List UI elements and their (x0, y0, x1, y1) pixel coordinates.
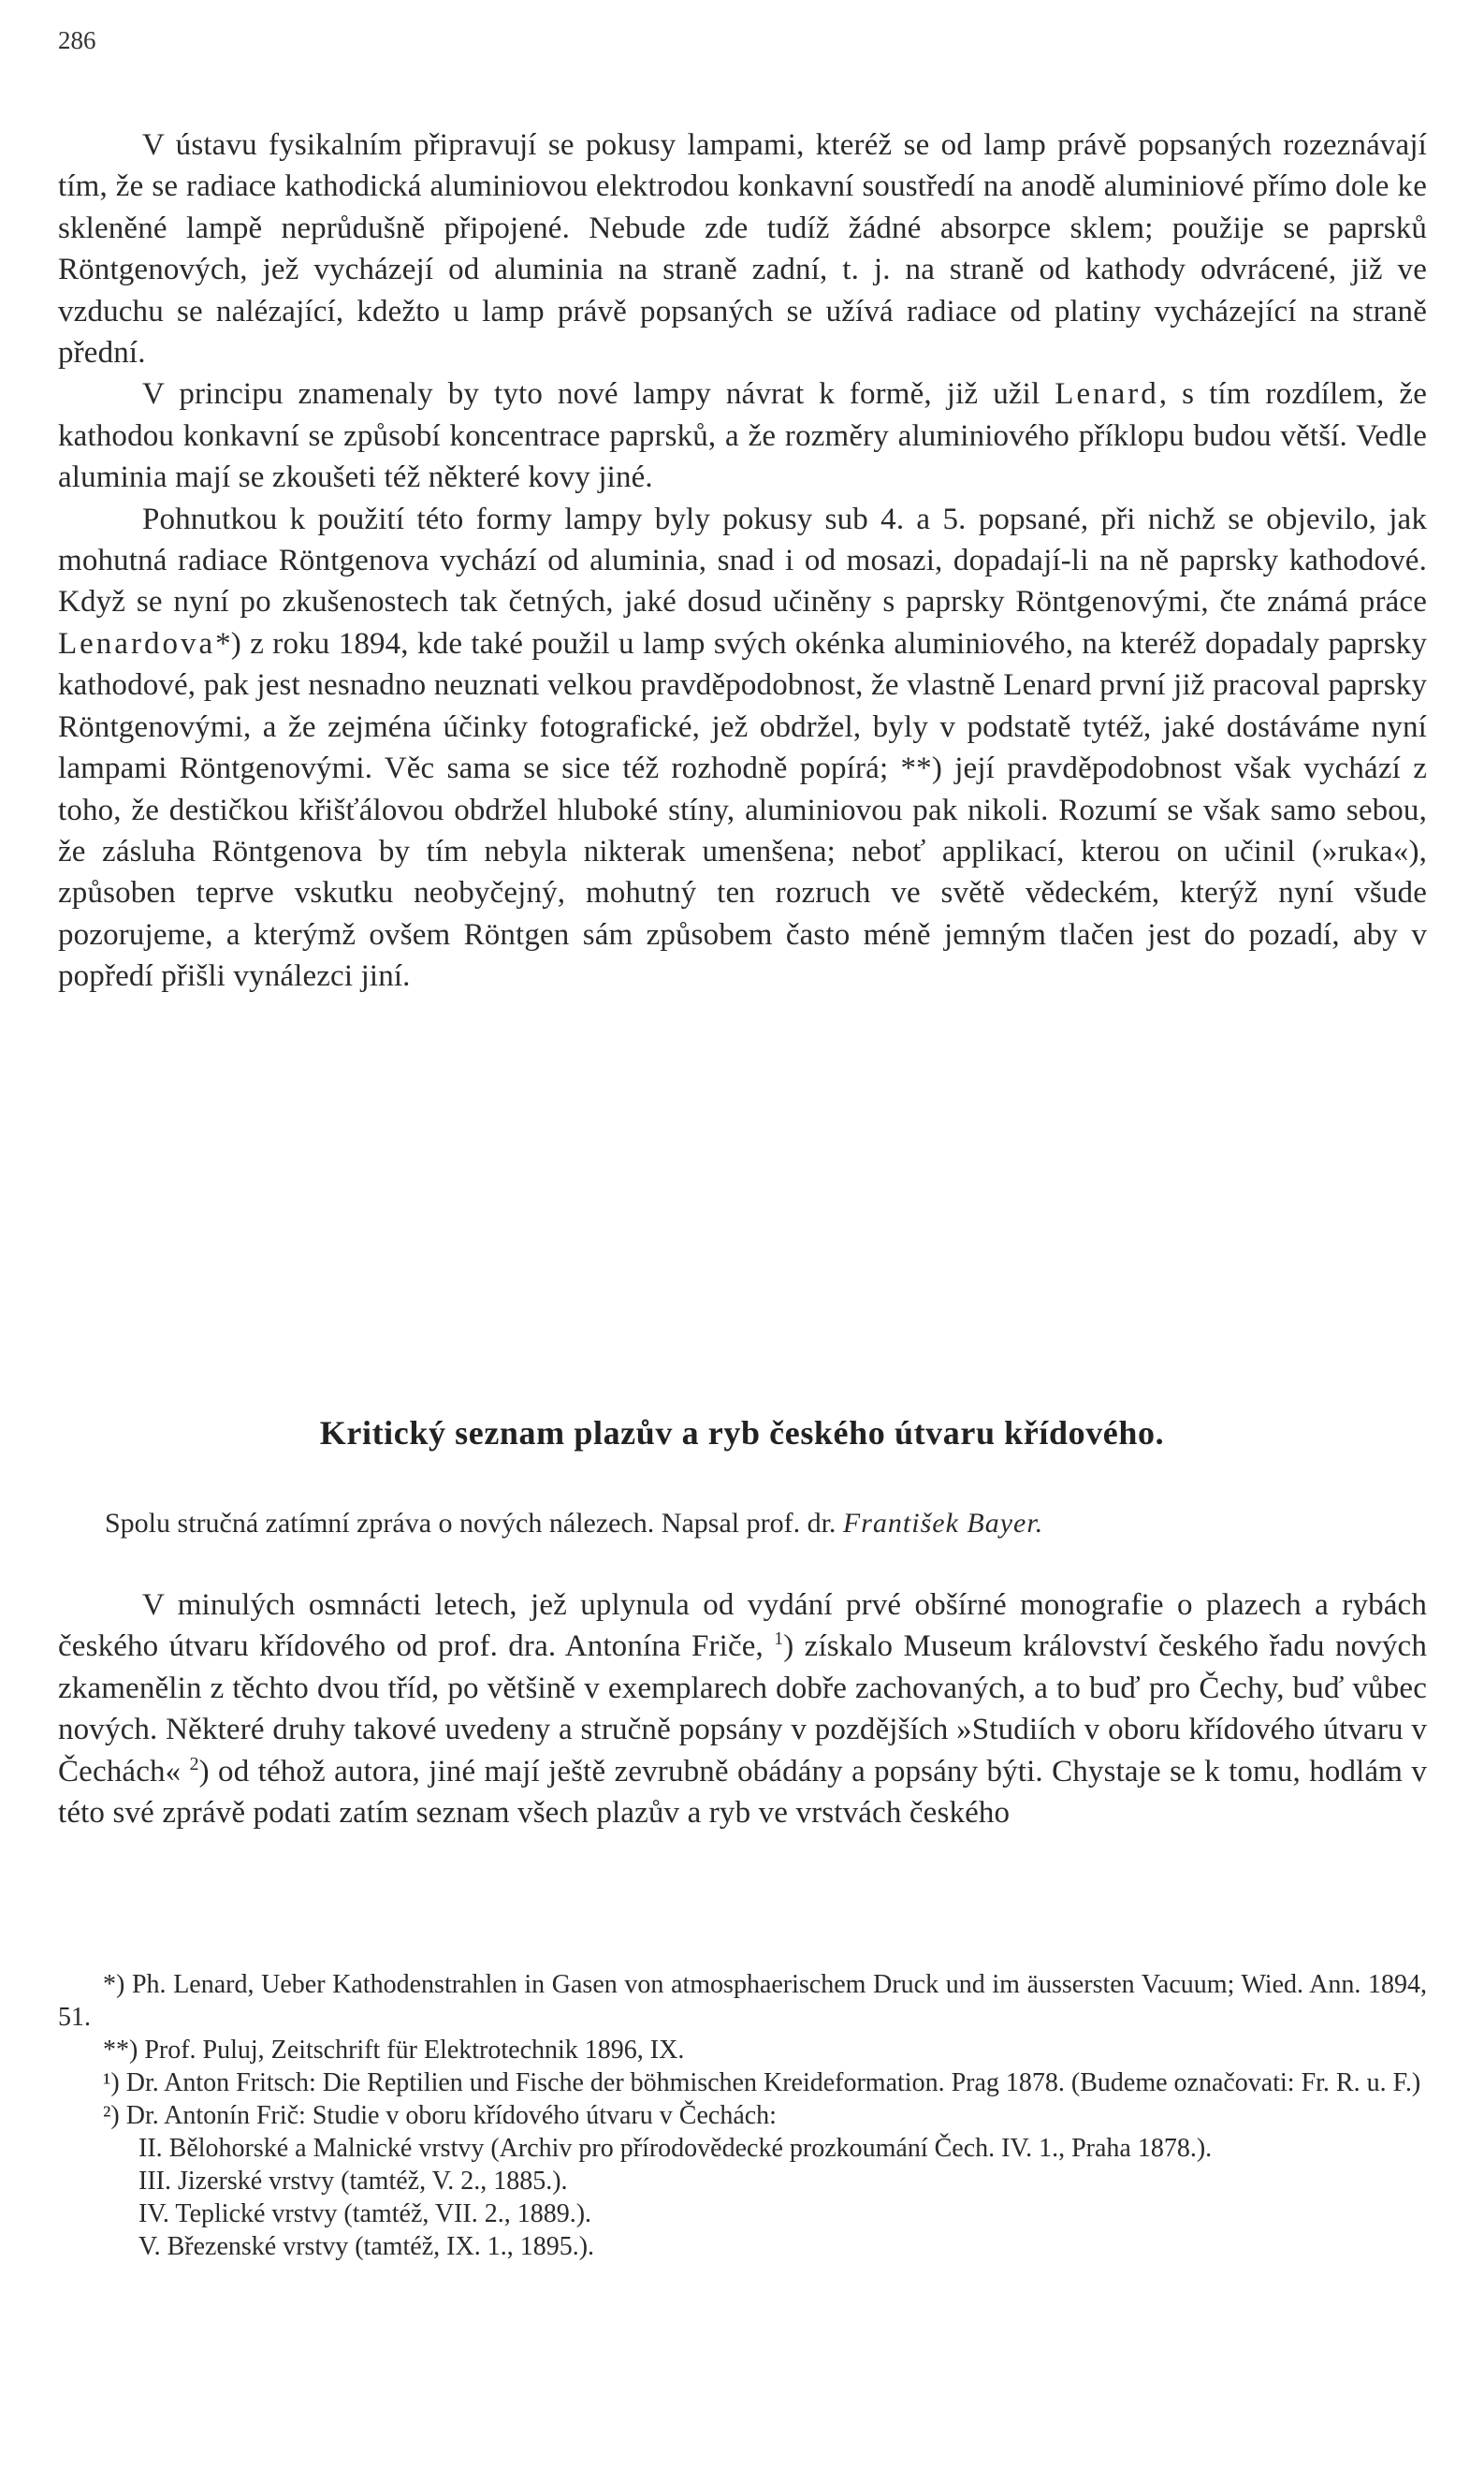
footnote-4-item-3: III. Jizerské vrstvy (tamtéž, V. 2., 1885.). (138, 2167, 568, 2196)
article-byline (105, 1507, 1043, 1540)
article-title: Kritický seznam plazův a ryb českého útvaru křídového. (319, 1414, 1165, 1452)
footnotes (58, 1968, 1427, 2263)
paleo-paragraph-1-text-a: V minulých osmnácti letech, jež uplynula od vydání prvé obšírné monografie o plazech a rybách českého útvaru křídového od prof. dra. Antonína Friče, (58, 1588, 1427, 1664)
paleo-paragraph-1-text-b: ) získalo Museum království českého řadu nových zkamenělin z těchto dvou tříd, po většině v exemplarech dobře zachovaných, a to buď pro Čechy, buď vůbec nových. Některé druhy takové uvedeny a stručně popsány v pozdějších »Studiích v oboru křídového útvaru v Čechách« (58, 1629, 1428, 1788)
physics-paragraph-2-text-b: , s tím rozdílem, že kathodou konkavní se způsobí koncentrace paprsků, a že rozměry aluminiového příklopu budou větší. Vedle aluminia mají se zkoušeti též některé kovy jiné. (58, 377, 1427, 495)
paleo-paragraph-1 (58, 1584, 1427, 1833)
footnote-4-list (58, 2165, 1427, 2263)
footnote-4-intro: ²) Dr. Antonín Frič: Studie v oboru křídového útvaru v Čechách: (103, 2101, 777, 2130)
footnote-4-item-5: V. Březenské vrstvy (tamtéž, IX. 1., 1895.). (138, 2232, 595, 2261)
physics-article (58, 124, 1427, 998)
paleo-paragraph-1-text-c: ) od téhož autora, jiné mají ještě zevrubně obádány a popsány býti. Chystaje se k tomu, hodlám v této své zprávě podati zatím seznam všech plazův a ryb ve vrstvách českého (58, 1754, 1428, 1831)
page-number: 286 (58, 26, 96, 54)
footnote-ref-1: 1 (774, 1628, 784, 1650)
footnote-2: **) Prof. Puluj, Zeitschrift für Elektrotechnik 1896, IX. (103, 2036, 685, 2065)
physics-paragraph-3-text-b: *) z roku 1894, kde také použil u lamp svých okénka aluminiového, na kteréž dopadaly paprsky kathodové, pak jest nesnadno neuznati velkou pravděpodobnost, že vlastně Lenard první již pracoval paprsky Röntgenovými, a že zejména účinky fotografické, jež obdržel, byly v podstatě tytéž, jaké dostáváme nyní lampami Röntgenovými. Věc sama se sice též rozhodně popírá; **) její pravděpodobnost však vychází z toho, že destičkou křišťálovou obdržel hluboké stíny, aluminiovou pak nikoli. Rozumí se však samo sebou, že zásluha Röntgenova by tím nebyla nikterak umenšena; neboť applikací, kterou on učinil (»ruka«), způsoben teprve vskutku neobyčejný, mohutný ten rozruch ve světě vědeckém, kterýž nyní všude pozorujeme, a kterýmž ovšem Röntgen sám způsobem často méně jemným tlačen jest do pozadí, aby v popředí přišli vynálezci jiní. (58, 626, 1427, 994)
byline-text: Spolu stručná zatímní zpráva o nových nálezech. Napsal prof. dr. (105, 1508, 843, 1539)
physics-paragraph-2-text-a: V principu znamenaly by tyto nové lampy návrat k formě, již užil (142, 377, 1055, 412)
name-lenardova: Lenardova (58, 626, 216, 661)
byline-author: František Bayer. (842, 1508, 1044, 1539)
physics-paragraph-3-text-a: Pohnutkou k použití této formy lampy byly pokusy sub 4. a 5. popsané, při nichž se objevilo, jak mohutná radiace Röntgenova vychází od aluminia, snad i od mosazi, dopadají-li na ně paprsky kathodové. Když se nyní po zkušenostech tak četných, jaké dosud učiněny s paprsky Röntgenovými, čte známá práce (58, 502, 1427, 620)
physics-paragraph-3 (58, 499, 1427, 998)
physics-paragraph-2 (58, 373, 1427, 498)
footnote-1: *) Ph. Lenard, Ueber Kathodenstrahlen in Gasen von atmosphaerischem Druck und im äussersten Vacuum; Wied. Ann. 1894, 51. (58, 1970, 1427, 2032)
footnote-4-item-2: II. Bělohorské a Malnické vrstvy (Archiv pro přírodovědecké prozkoumání Čech. IV. 1., Praha 1878.). (138, 2134, 1213, 2163)
footnote-4-item-4: IV. Teplické vrstvy (tamtéž, VII. 2., 1889.). (138, 2199, 592, 2228)
physics-paragraph-1: V ústavu fysikalním připravují se pokusy lampami, kteréž se od lamp právě popsaných rozeznávají tím, že se radiace kathodická aluminiovou elektrodou konkavní soustředí na anodě aluminiové přímo dole ke skleněné lampě neprůdušně připojené. Nebude zde tudíž žádné absorpce sklem; použije se paprsků Röntgenových, jež vycházejí od aluminia na straně zadní, t. j. na straně od kathody odvrácené, již ve vzduchu se nalézající, kdežto u lamp právě popsaných se užívá radiace od platiny vycházející na straně přední. (58, 128, 1427, 371)
footnote-ref-2: 2 (189, 1753, 199, 1774)
paleo-article (58, 1584, 1427, 1833)
name-lenard: Lenard (1055, 377, 1159, 412)
footnote-3: ¹) Dr. Anton Fritsch: Die Reptilien und Fische der böhmischen Kreideformation. Prag 1878. (Budeme označovati: Fr. R. u. F.) (103, 2068, 1421, 2097)
